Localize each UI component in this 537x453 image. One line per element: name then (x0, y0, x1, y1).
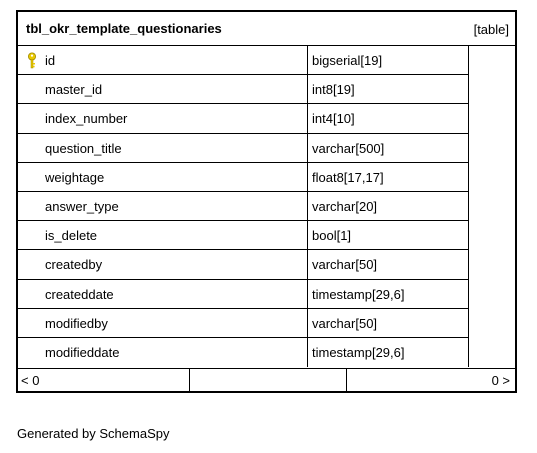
column-type-cell (308, 104, 469, 132)
column-name-cell (18, 221, 308, 249)
column-name-cell (18, 134, 308, 162)
column-name: createdby (45, 257, 103, 273)
table-name: tbl_okr_template_questionaries (26, 21, 222, 36)
column-type-cell (308, 192, 469, 220)
column-type: varchar[20] (312, 198, 378, 214)
column-row (18, 104, 469, 133)
column-row (18, 163, 469, 192)
table-entity (16, 10, 517, 393)
parents-count: < 0 (21, 373, 40, 388)
column-name: answer_type (45, 198, 119, 214)
column-name: is_delete (45, 228, 98, 244)
column-type-cell (308, 163, 469, 191)
column-type: varchar[500] (312, 140, 385, 156)
column-name: modifieddate (45, 344, 120, 360)
column-name-cell (18, 163, 308, 191)
column-type: timestamp[29,6] (312, 344, 405, 360)
column-row (18, 221, 469, 250)
column-row (18, 280, 469, 309)
table-kind: [table] (473, 22, 509, 37)
column-type: timestamp[29,6] (312, 286, 405, 302)
parents-count-cell (18, 369, 190, 391)
column-name: question_title (45, 140, 122, 156)
column-type: int8[19] (312, 82, 355, 98)
column-type-cell (308, 46, 469, 74)
column-name-cell (18, 280, 308, 308)
column-name-cell (18, 46, 308, 74)
column-row (18, 338, 469, 367)
column-name-cell (18, 75, 308, 103)
column-name: index_number (45, 111, 128, 127)
column-type: bool[1] (312, 228, 352, 244)
column-name: createddate (45, 286, 114, 302)
column-name-cell (18, 192, 308, 220)
column-name-cell (18, 104, 308, 132)
column-name-cell (18, 338, 308, 367)
column-name: id (45, 53, 56, 68)
table-header (18, 12, 515, 46)
generated-by-text: Generated by SchemaSpy (17, 426, 170, 441)
column-name: master_id (45, 82, 103, 98)
primary-key-icon (27, 52, 37, 69)
table-footer (18, 368, 515, 391)
column-row (18, 46, 469, 75)
column-row (18, 250, 469, 279)
column-type-cell (308, 338, 469, 367)
column-row (18, 75, 469, 104)
column-row (18, 309, 469, 338)
column-type-cell (308, 134, 469, 162)
column-type: varchar[50] (312, 315, 378, 331)
column-type-cell (308, 309, 469, 337)
column-type-cell (308, 221, 469, 249)
column-type-cell (308, 250, 469, 278)
children-count-cell (347, 369, 515, 391)
footer-middle-cell (190, 369, 347, 391)
column-type: float8[17,17] (312, 169, 384, 185)
column-name: modifiedby (45, 315, 108, 331)
column-name-cell (18, 309, 308, 337)
column-list (18, 46, 469, 367)
column-row (18, 192, 469, 221)
column-type-cell (308, 75, 469, 103)
column-type-cell (308, 280, 469, 308)
children-count: 0 > (491, 373, 510, 388)
column-name-cell (18, 250, 308, 278)
column-type: int4[10] (312, 111, 355, 127)
column-type: bigserial[19] (312, 53, 383, 68)
column-name: weightage (45, 169, 105, 185)
column-row (18, 134, 469, 163)
column-type: varchar[50] (312, 257, 378, 273)
